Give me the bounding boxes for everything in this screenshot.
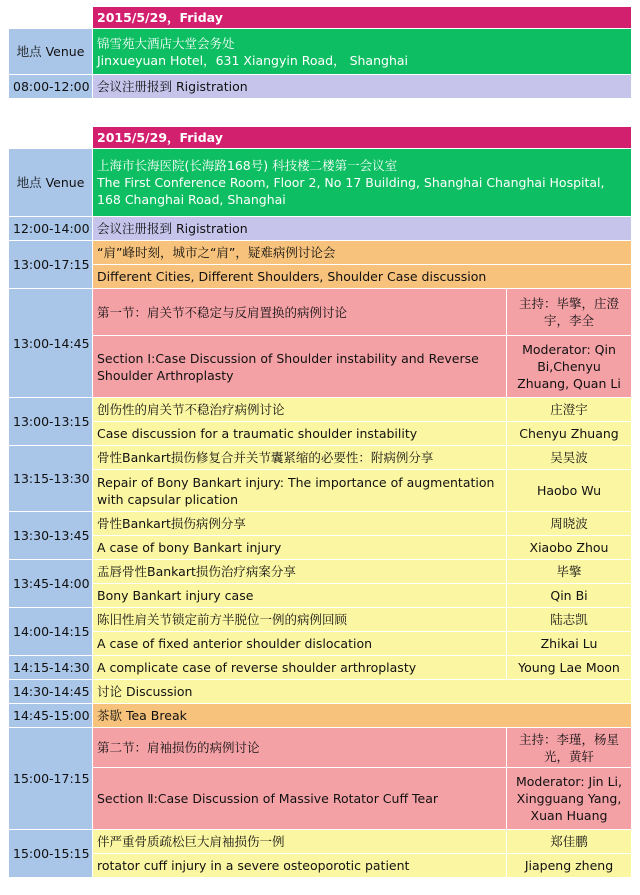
talk-time: 13:45-14:00 [9,560,93,608]
day2-venue-row [9,149,632,217]
talk7-title-en: rotator cuff injury in a severe osteoporotic patient [93,854,507,878]
day1-venue-label: 地点 Venue [9,29,93,75]
talk7-speaker-cn: 郑佳鹏 [507,830,632,854]
talk7-row-en [9,854,632,878]
forum-time: 13:00-17:15 [9,241,93,289]
talk-speaker-cn: 陆志凯 [507,608,632,632]
day2-venue-cn: 上海市长海医院(长海路168号) 科技楼二楼第一会议室 [97,158,398,173]
talk6-row [9,656,632,680]
talk-speaker-cn: 毕擎 [507,560,632,584]
day2-venue-label: 地点 Venue [9,149,93,217]
talk-title-en: Repair of Bony Bankart injury: The importance of augmentation with capsular plication [93,470,507,512]
day2-venue [93,149,632,217]
section2-title-cn: 第二节：肩袖损伤的病例讨论 [93,728,507,768]
talk-row-cn [9,512,632,536]
talk-title-en: Case discussion for a traumatic shoulder instability [93,422,507,446]
talk-row-en [9,584,632,608]
day1-date-blank [9,7,93,29]
talk7-time: 15:00-15:15 [9,830,93,878]
day2-venue-en1: The First Conference Room, Floor 2, No 17 Building, Shanghai Changhai Hospital, [97,175,605,190]
day2-schedule-table [8,126,632,878]
talk-time: 13:00-13:15 [9,398,93,446]
talk7-speaker-en: Jiapeng zheng [507,854,632,878]
section1-moderator-cn: 主持：毕擎，庄澄宇，李全 [507,289,632,336]
day1-registration-row [9,75,632,99]
day2-registration-row [9,217,632,241]
day2-reg-text: 会议注册报到 Rigistration [93,217,632,241]
talk-speaker-cn: 周晓波 [507,512,632,536]
forum-title-en: Different Cities, Different Shoulders, Shoulder Case discussion [93,265,632,289]
talk7-title-cn: 伴严重骨质疏松巨大肩袖损伤一例 [93,830,507,854]
day1-venue-cn: 锦雪苑大酒店大堂会务处 [97,35,235,51]
tea-break-row [9,704,632,728]
section2-row-en [9,768,632,830]
section1-row-cn [9,289,632,336]
talk-time: 13:15-13:30 [9,446,93,512]
discussion-text: 讨论 Discussion [93,680,632,704]
day1-reg-time: 08:00-12:00 [9,75,93,99]
day2-venue-en2: 168 Changhai Road, Shanghai [97,192,286,207]
talk6-speaker: Young Lae Moon [507,656,632,680]
day2-reg-time: 12:00-14:00 [9,217,93,241]
section1-time: 13:00-14:45 [9,289,93,398]
talk-row-cn [9,608,632,632]
talk-speaker-en: Xiaobo Zhou [507,536,632,560]
talk6-time: 14:15-14:30 [9,656,93,680]
talk-row-en [9,632,632,656]
talk-row-en [9,536,632,560]
talk-title-en: A case of fixed anterior shoulder dislocation [93,632,507,656]
talk-title-cn: 骨性Bankart损伤病例分享 [93,512,507,536]
discussion-time: 14:30-14:45 [9,680,93,704]
talk-row-cn [9,446,632,470]
talk-title-en: A case of bony Bankart injury [93,536,507,560]
talk-title-en: Bony Bankart injury case [93,584,507,608]
day1-venue-row [9,29,632,75]
day1-date: 2015/5/29，Friday [93,7,632,29]
section2-row-cn [9,728,632,768]
talk-row-en [9,470,632,512]
talk-speaker-en: Zhikai Lu [507,632,632,656]
section2-time: 15:00-17:15 [9,728,93,830]
section1-moderator-en: Moderator: Qin Bi,Chenyu Zhuang, Quan Li [507,336,632,398]
talk-speaker-en: Haobo Wu [507,470,632,512]
tea-break-text: 茶歇 Tea Break [93,704,632,728]
forum-row-cn [9,241,632,265]
section1-title-cn: 第一节：肩关节不稳定与反肩置换的病例讨论 [93,289,507,336]
tea-break-time: 14:45-15:00 [9,704,93,728]
talk-title-cn: 陈旧性肩关节锁定前方半脱位一例的病例回顾 [93,608,507,632]
day1-schedule-table [8,6,632,99]
section2-title-en: Section Ⅱ:Case Discussion of Massive Rotator Cuff Tear [93,768,507,830]
talk-title-cn: 盂唇骨性Bankart损伤治疗病案分享 [93,560,507,584]
day2-date-row [9,127,632,149]
talk-row-cn [9,560,632,584]
talk-row-en [9,422,632,446]
section2-moderator-cn: 主持：李瑾，杨星光，黄轩 [507,728,632,768]
talk-title-cn: 创伤性的肩关节不稳治疗病例讨论 [93,398,507,422]
talk-time: 13:30-13:45 [9,512,93,560]
talk-row-cn [9,398,632,422]
section1-title-en: Section Ⅰ:Case Discussion of Shoulder instability and Reverse Shoulder Arthroplasty [93,336,507,398]
day2-date: 2015/5/29，Friday [93,127,632,149]
talk7-row-cn [9,830,632,854]
talk-speaker-cn: 庄澄宇 [507,398,632,422]
talk-time: 14:00-14:15 [9,608,93,656]
section2-moderator-en: Moderator: Jin Li, Xingguang Yang, Xuan Huang [507,768,632,830]
forum-row-en [9,265,632,289]
day1-venue-en: Jinxueyuan Hotel，631 Xiangyin Road， Shanghai [97,52,408,68]
talk-speaker-en: Qin Bi [507,584,632,608]
discussion-row [9,680,632,704]
talk6-title-en: A complicate case of reverse shoulder arthroplasty [93,656,507,680]
talk-speaker-cn: 吴昊波 [507,446,632,470]
forum-title-cn: “肩”峰时刻，城市之“肩”，疑难病例讨论会 [93,241,632,265]
talk-title-cn: 骨性Bankart损伤修复合并关节囊紧缩的必要性：附病例分享 [93,446,507,470]
day1-venue [93,29,632,75]
day1-reg-text: 会议注册报到 Rigistration [93,75,632,99]
day1-date-row [9,7,632,29]
talk-speaker-en: Chenyu Zhuang [507,422,632,446]
day2-date-blank [9,127,93,149]
section1-row-en [9,336,632,398]
